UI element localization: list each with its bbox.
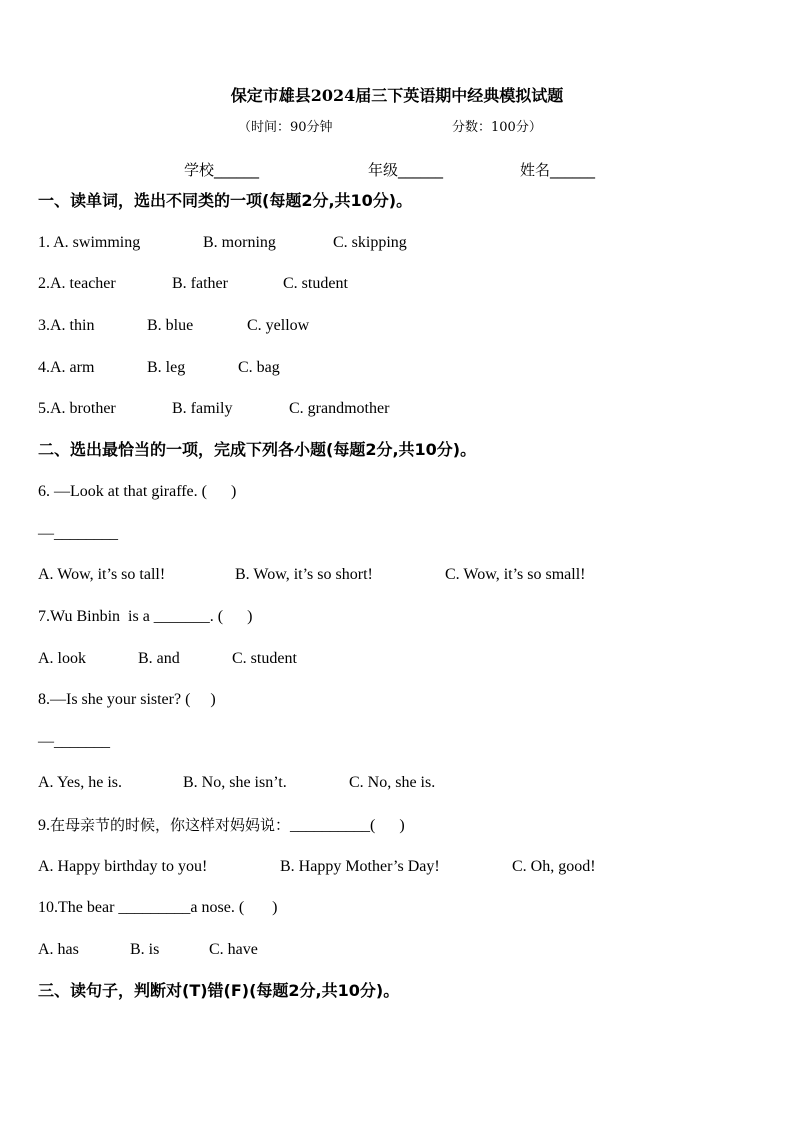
page-title: 保定市雄县2024届三下英语期中经典模拟试题	[230, 86, 564, 105]
q4-option-b: B. leg	[147, 359, 186, 376]
q9-option-b: B. Happy Mother’s Day!	[280, 858, 440, 875]
q9-option-a: A. Happy birthday to you!	[38, 858, 208, 875]
q6-option-c: C. Wow, it’s so small!	[445, 566, 586, 583]
q5-option-a: 5.A. brother	[38, 400, 116, 417]
section-2-heading: 二、选出最恰当的一项，完成下列各小题(每题2分,共10分)。	[38, 440, 477, 459]
q8-option-b: B. No, she isn’t.	[183, 774, 287, 791]
q9-stem	[38, 815, 405, 836]
q10-option-a: A. has	[38, 941, 79, 958]
q7-stem: 7.Wu Binbin is a _______. ( )	[38, 608, 253, 625]
q1-option-a: 1. A. swimming	[38, 234, 141, 251]
exam-time: （时间：90分钟	[238, 120, 333, 135]
q7-option-b: B. and	[138, 650, 180, 667]
q6-option-b: B. Wow, it’s so short!	[235, 566, 373, 583]
q1-option-b: B. morning	[203, 234, 276, 251]
q10-option-c: C. have	[209, 941, 258, 958]
q6-answer-blank: —________	[38, 525, 118, 542]
q7-option-a: A. look	[38, 650, 86, 667]
q9-prompt: 在母亲节的时候，你这样对妈妈说：	[50, 816, 291, 834]
q3-option-c: C. yellow	[247, 317, 310, 334]
exam-score: 分数：100分）	[452, 120, 542, 135]
q8-answer-blank: —_______	[38, 733, 110, 750]
grade-field: 年级______	[368, 161, 444, 179]
q5-option-b: B. family	[172, 400, 233, 417]
q4-option-c: C. bag	[238, 359, 280, 376]
school-field: 学校______	[184, 161, 260, 179]
q2-option-b: B. father	[172, 275, 228, 292]
q1-option-c: C. skipping	[333, 234, 407, 251]
q9-option-c: C. Oh, good!	[512, 858, 596, 875]
q6-option-a: A. Wow, it’s so tall!	[38, 566, 166, 583]
q6-stem: 6. —Look at that giraffe. ( )	[38, 483, 237, 500]
q7-option-c: C. student	[232, 650, 297, 667]
q10-stem: 10.The bear _________a nose. ( )	[38, 899, 278, 916]
q8-option-a: A. Yes, he is.	[38, 774, 123, 791]
q10-option-b: B. is	[130, 941, 160, 958]
section-1-heading: 一、读单词，选出不同类的一项(每题2分,共10分)。	[38, 191, 413, 210]
q2-option-a: 2.A. teacher	[38, 275, 116, 292]
section-3-heading: 三、读句子，判断对(T)错(F)(每题2分,共10分)。	[38, 981, 400, 1000]
q3-option-a: 3.A. thin	[38, 317, 95, 334]
q9-blank: __________( )	[290, 817, 405, 834]
q2-option-c: C. student	[283, 275, 348, 292]
q8-option-c: C. No, she is.	[349, 774, 436, 791]
q8-stem: 8.—Is she your sister? ( )	[38, 691, 216, 708]
q4-option-a: 4.A. arm	[38, 359, 95, 376]
q9-number: 9.	[38, 817, 50, 834]
q3-option-b: B. blue	[147, 317, 194, 334]
name-field: 姓名______	[520, 161, 596, 179]
q5-option-c: C. grandmother	[289, 400, 390, 417]
